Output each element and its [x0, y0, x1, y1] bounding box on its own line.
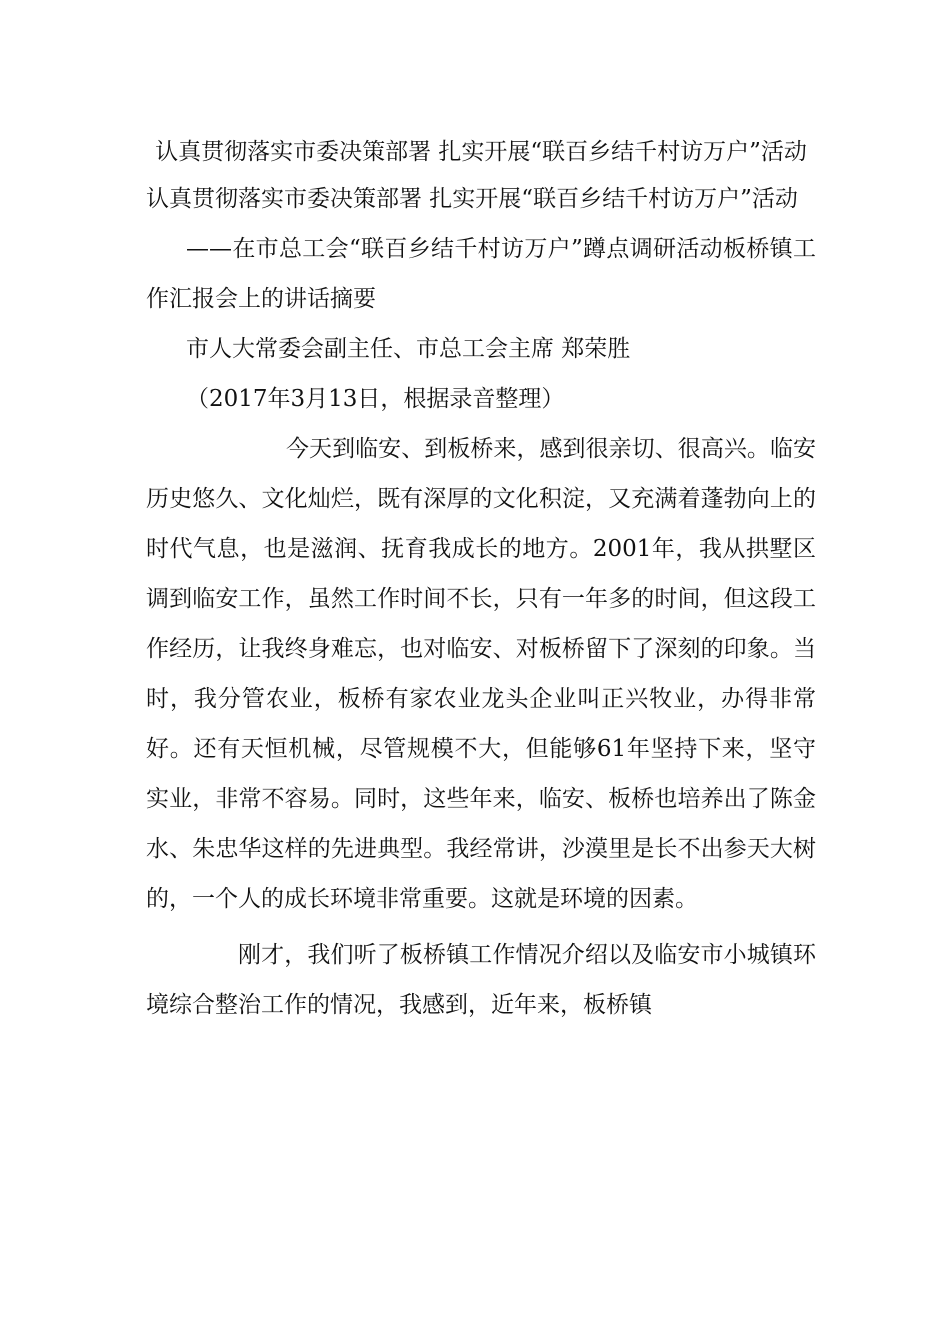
document-author: 市人大常委会副主任、市总工会主席 郑荣胜 — [186, 336, 631, 362]
paragraph-1: 今天到临安、到板桥来，感到很亲切、很高兴。临安历史悠久、文化灿烂，既有深厚的文化积淀，又充满着蓬勃向上的时代气息，也是滋润、抚育我成长的地方。2001年，我从拱墅区调到临安工作，虽然工作时间不长，只有一年多的时间，但这段工作经历，让我终身难忘，也对临安、对板桥留下了深刻的印象。当时，我分管农业，板桥有家农业龙头企业叫正兴牧业，办得非常好。还有天恒机械，尽管规模不大，但能够61年坚持下来，坚守实业，非常不容易。同时，这些年来，临安、板桥也培养出了陈金水、朱忠华这样的先进典型。我经常讲，沙漠里是长不出参天大树的，一个人的成长环境非常重要。这就是环境的因素。 — [146, 436, 816, 912]
paragraph-2: 刚才，我们听了板桥镇工作情况介绍以及临安市小城镇环境综合整治工作的情况，我感到，近年来，板桥镇 — [146, 942, 816, 1018]
document-subtitle: ——在市总工会“联百乡结千村访万户”蹲点调研活动板桥镇工作汇报会上的讲话摘要 — [146, 236, 816, 312]
document-title: 认真贯彻落实市委决策部署 扎实开展“联百乡结千村访万户”活动 — [155, 139, 807, 165]
document-date-note: （2017年3月13日，根据录音整理） — [186, 386, 565, 412]
document-title-repeat: 认真贯彻落实市委决策部署 扎实开展“联百乡结千村访万户”活动 — [146, 186, 798, 212]
document-body — [146, 130, 816, 1030]
